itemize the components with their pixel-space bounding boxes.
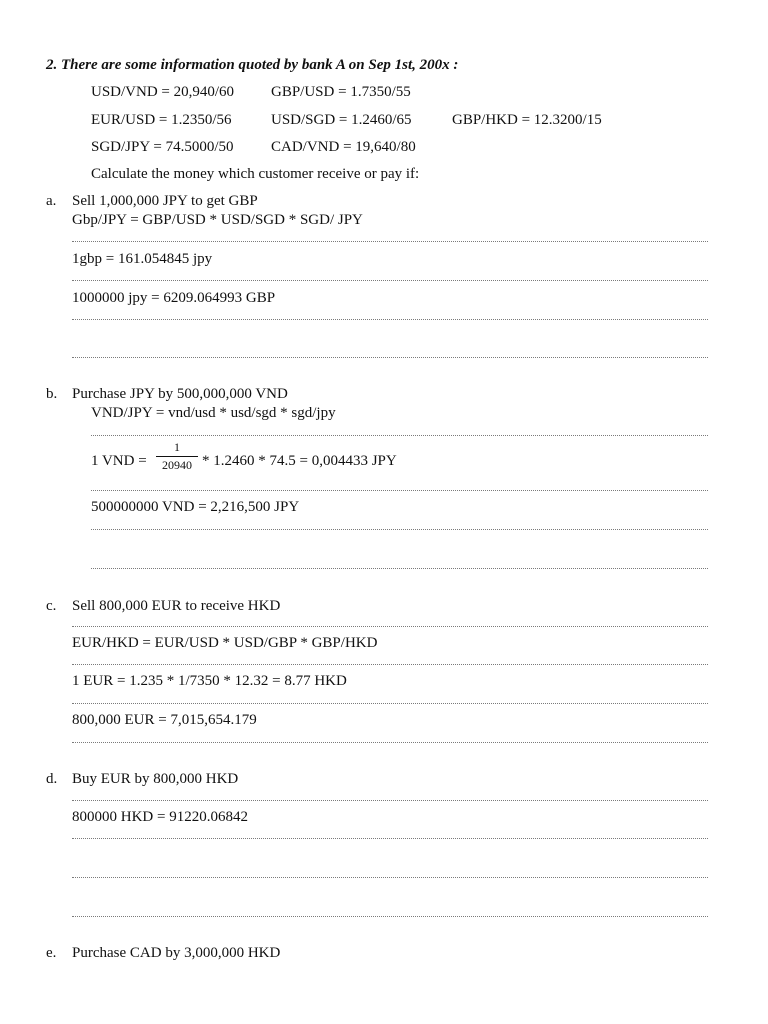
rate-cad-vnd: CAD/VND = 19,640/80 <box>271 139 416 155</box>
answer-line <box>72 241 708 242</box>
answer-line <box>72 626 708 627</box>
section-a-line2: 1000000 jpy = 6209.064993 GBP <box>72 290 276 306</box>
section-b-question: Purchase JPY by 500,000,000 VND <box>72 386 288 402</box>
section-d-line1: 800000 HKD = 91220.06842 <box>72 809 248 825</box>
section-b-vnd-prefix: 1 VND = <box>91 453 147 469</box>
section-e-letter: e. <box>46 945 57 961</box>
answer-line <box>91 490 708 491</box>
rate-gbp-hkd: GBP/HKD = 12.3200/15 <box>452 112 602 128</box>
section-b-vnd-suffix: * 1.2460 * 74.5 = 0,004433 JPY <box>202 453 397 469</box>
section-a-letter: a. <box>46 193 57 209</box>
answer-line <box>91 529 708 530</box>
rate-usd-sgd: USD/SGD = 1.2460/65 <box>271 112 412 128</box>
exercise-title: 2. There are some information quoted by bank A on Sep 1st, 200x : <box>46 57 459 73</box>
fraction-denominator: 20940 <box>162 458 192 472</box>
rate-usd-vnd: USD/VND = 20,940/60 <box>91 84 235 100</box>
fraction-bar <box>156 456 198 457</box>
answer-line <box>72 742 708 743</box>
answer-line <box>72 280 708 281</box>
answer-line <box>72 916 708 917</box>
instruction-text: Calculate the money which customer receive or pay if: <box>91 166 420 182</box>
section-c-letter: c. <box>46 598 57 614</box>
section-a-line1: 1gbp = 161.054845 jpy <box>72 251 213 267</box>
section-b-line2: 500000000 VND = 2,216,500 JPY <box>91 499 300 515</box>
answer-line <box>72 703 708 704</box>
answer-line <box>72 838 708 839</box>
rate-eur-usd: EUR/USD = 1.2350/56 <box>91 112 232 128</box>
section-c-formula: EUR/HKD = EUR/USD * USD/GBP * GBP/HKD <box>72 635 378 651</box>
section-b-formula: VND/JPY = vnd/usd * usd/sgd * sgd/jpy <box>91 405 336 421</box>
answer-line <box>72 664 708 665</box>
section-d-letter: d. <box>46 771 58 787</box>
answer-line <box>72 800 708 801</box>
answer-line <box>72 357 708 358</box>
answer-line <box>72 877 708 878</box>
section-c-question: Sell 800,000 EUR to receive HKD <box>72 598 281 614</box>
fraction-numerator: 1 <box>174 440 180 454</box>
section-a-formula: Gbp/JPY = GBP/USD * USD/SGD * SGD/ JPY <box>72 212 363 228</box>
rate-sgd-jpy: SGD/JPY = 74.5000/50 <box>91 139 234 155</box>
answer-line <box>72 319 708 320</box>
section-c-line1: 1 EUR = 1.235 * 1/7350 * 12.32 = 8.77 HKD <box>72 673 347 689</box>
section-c-line2: 800,000 EUR = 7,015,654.179 <box>72 712 257 728</box>
rate-gbp-usd: GBP/USD = 1.7350/55 <box>271 84 411 100</box>
section-d-question: Buy EUR by 800,000 HKD <box>72 771 239 787</box>
answer-line <box>91 435 708 436</box>
section-e-question: Purchase CAD by 3,000,000 HKD <box>72 945 281 961</box>
section-a-question: Sell 1,000,000 JPY to get GBP <box>72 193 258 209</box>
section-b-letter: b. <box>46 386 58 402</box>
answer-line <box>91 568 708 569</box>
